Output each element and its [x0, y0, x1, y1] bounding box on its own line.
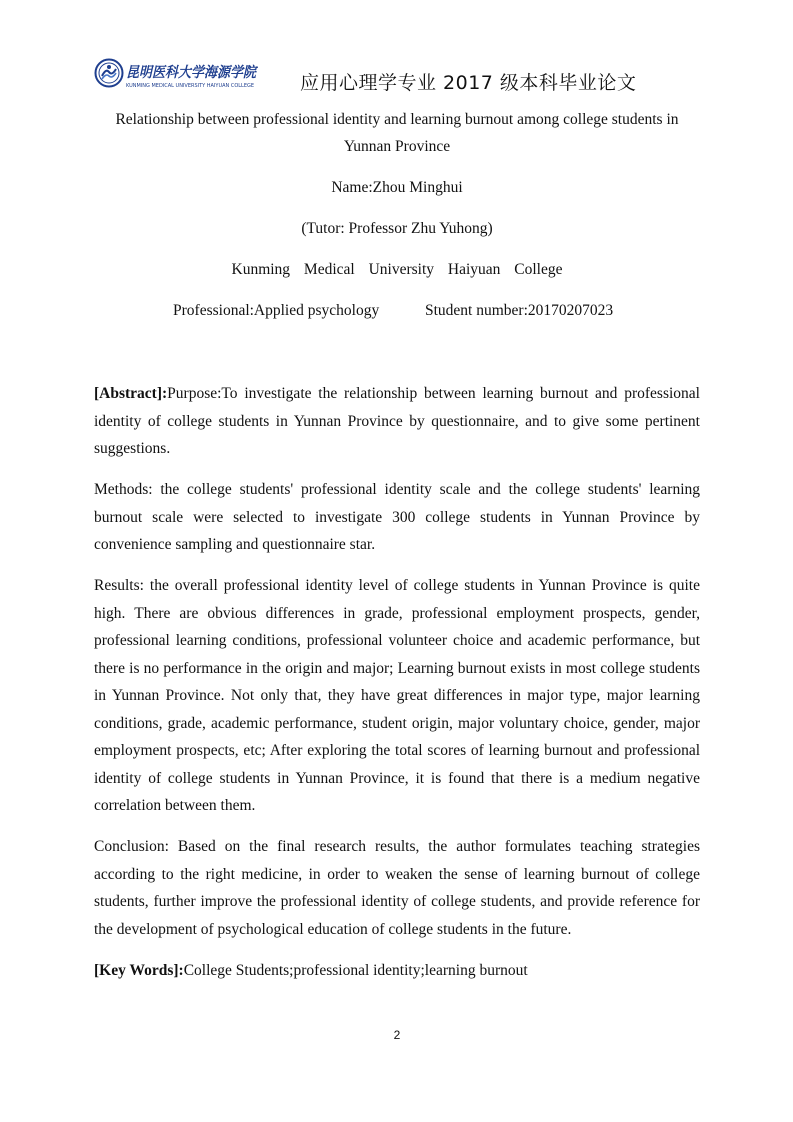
abstract-methods-paragraph: Methods: the college students' professional identity scale and the college students' learning burnout scale were selected to investigate 300 college students in Yunnan Province by convenience sampling and questionnaire star. — [94, 481, 700, 553]
keywords-text: College Students;professional identity;learning burnout — [183, 962, 528, 979]
svg-text:KUNMING MEDICAL UNIVERSITY HAI: KUNMING MEDICAL UNIVERSITY HAIYUAN COLLEGE — [126, 83, 254, 89]
tutor-name: (Tutor: Professor Zhu Yuhong) — [301, 220, 493, 237]
student-number: Student number:20170207023 — [425, 302, 614, 319]
college-name: Kunming Medical University Haiyuan College — [231, 261, 563, 278]
author-name: Name:Zhou Minghui — [331, 179, 463, 196]
college-logo — [94, 58, 258, 90]
keywords-label: [Key Words]: — [94, 962, 184, 979]
abstract-purpose-paragraph — [94, 380, 700, 463]
professional-field: Professional:Applied psychology — [173, 302, 380, 319]
abstract-results-paragraph: Results: the overall professional identity level of college students in Yunnan Province is quite high. There are obvious differences in grade, professional employment prospects, gender, professional learning conditions, professional volunteer choice and academic performance, but there is no performance in the origin and major; Learning burnout exists in most college students in Yunnan Province. Not only that, they have great differences in major type, major learning conditions, grade, academic performance, student origin, major voluntary choice, gender, major employment prospects, etc; After exploring the total scores of learning burnout and professional identity of college students in Yunnan Province, it is found that there is a medium negative correlation between them. — [94, 577, 700, 814]
college-emblem-icon — [94, 58, 124, 88]
page-number: 2 — [393, 1028, 401, 1042]
svg-text:昆明医科大学海源学院: 昆明医科大学海源学院 — [126, 64, 258, 81]
abstract-label: [Abstract]: — [94, 385, 168, 402]
abstract-purpose-text: Purpose:To investigate the relationship between learning burnout and professional identity of college students in Yunnan Province by questionnaire, and to give some pertinent suggestions. — [94, 385, 700, 457]
paper-title-line-2: Yunnan Province — [343, 138, 451, 155]
paper-title-line-1: Relationship between professional identity and learning burnout among college students in — [115, 111, 679, 128]
keywords-paragraph — [94, 957, 700, 985]
thesis-header-title: 应用心理学专业 2017 级本科毕业论文 — [300, 72, 637, 94]
college-logo-wordmark — [126, 60, 258, 90]
page-header — [94, 56, 700, 96]
abstract-conclusion-paragraph: Conclusion: Based on the final research results, the author formulates teaching strategies according to the right medicine, in order to weaken the sense of learning burnout of college students, further improve the professional identity of college students, and provide reference for the development of psychological education of college students in the future. — [94, 838, 700, 938]
